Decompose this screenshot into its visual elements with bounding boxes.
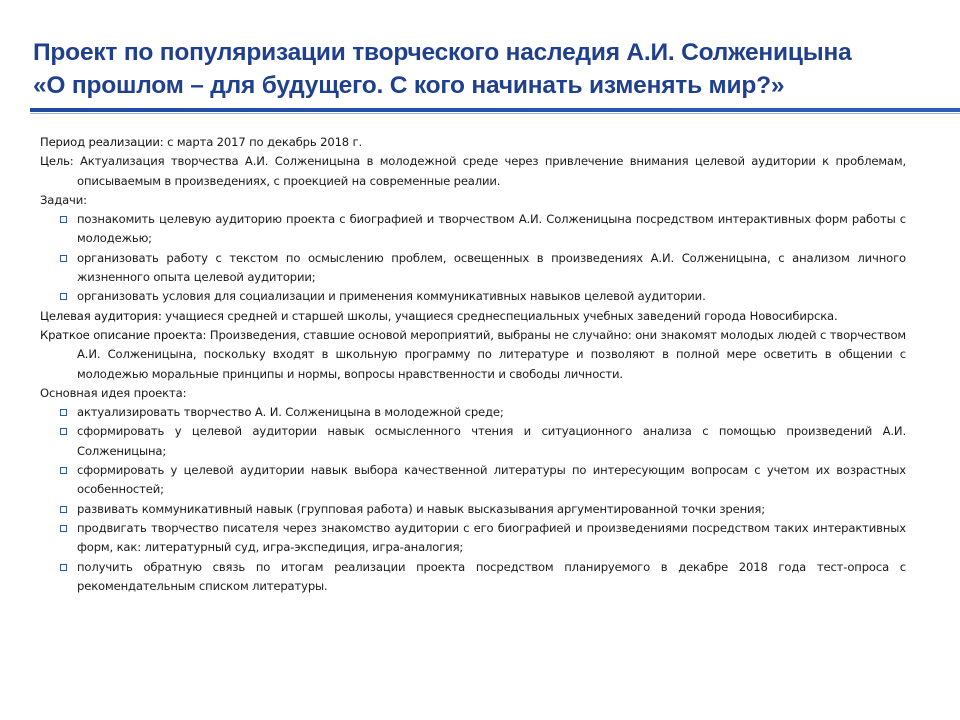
list-item [40, 403, 906, 422]
square-bullet-icon [60, 467, 67, 474]
task-text: организовать работу с текстом по осмыслению проблем, освещенных в произведениях А.И. Солженицына, с анализом личного жизненного опыта целевой аудитории; [77, 250, 906, 285]
list-item [40, 210, 906, 249]
slide-title-line-2: «О прошлом – для будущего. С кого начинать изменять мир?» [33, 72, 785, 99]
square-bullet-icon [60, 216, 67, 223]
idea-text: сформировать у целевой аудитории навык выбора качественной литературы по интересующим вопросам с учетом их возрастных особенностей; [77, 463, 906, 497]
audience-text: учащиеся средней и старшей школы, учащиеся среднеспециальных учебных заведений города Новосибирска. [161, 308, 838, 323]
slide-body [40, 133, 906, 596]
slide-title [33, 36, 943, 102]
description-label: Краткое описание проекта [40, 327, 203, 342]
list-item [40, 500, 906, 519]
square-bullet-icon [60, 525, 67, 532]
square-bullet-icon [60, 255, 67, 262]
goal-text: : Актуализация творчества А.И. Солженицына в молодежной среде через привлечение внимания целевой аудитории к проблемам, описываемым в произведениях, с проекцией на современные реалии. [69, 154, 906, 188]
task-text: познакомить целевую аудиторию проекта с биографией и творчеством А.И. Солженицына посредством интерактивных форм работы с молодежью; [77, 212, 906, 246]
slide-title-line-1: Проект по популяризации творческого наследия А.И. Солженицына [33, 39, 852, 66]
tasks-list [40, 210, 906, 306]
audience-label: Целевая аудитория: [40, 308, 162, 323]
square-bullet-icon [60, 409, 67, 416]
idea-text: развивать коммуникативный навык (групповая работа) и навык высказывания аргументированной точки зрения; [77, 501, 765, 516]
tasks-heading: Задачи: [40, 192, 87, 207]
period-paragraph [40, 133, 906, 152]
idea-text: актуализировать творчество А. И. Солженицына в молодежной среде; [77, 405, 504, 420]
idea-text: продвигать творчество писателя через знакомство аудитории с его биографией и произведениями посредством таких интерактивных форм, как: литературный суд, игра-экспедиция, игра-аналогия; [77, 520, 906, 555]
list-item [40, 249, 906, 288]
period-text: с марта 2017 по декабрь 2018 г. [163, 135, 363, 149]
list-item [40, 287, 906, 306]
description-text: : Произведения, ставшие основой мероприятий, выбраны не случайно: они знакомят молодых людей с творчеством А.И. Солженицына, поскольку входят в школьную программу по литературе и позволяют в полной мере осветить в общении с молодежью моральные принципы и нормы, вопросы нравственности и свободы личности. [77, 327, 906, 381]
square-bullet-icon [60, 506, 67, 513]
list-item [40, 422, 906, 461]
square-bullet-icon [60, 564, 67, 571]
period-label: Период реализации: [40, 135, 164, 149]
description-paragraph [40, 326, 906, 384]
audience-paragraph [40, 307, 906, 326]
idea-text: получить обратную связь по итогам реализации проекта посредством планируемого в декабре 2018 года тест-опроса с рекомендательным списком литературы. [77, 559, 906, 593]
list-item [40, 519, 906, 558]
main-idea-list [40, 403, 906, 596]
goal-paragraph [40, 152, 906, 191]
list-item [40, 558, 906, 597]
goal-label: Цель [40, 154, 70, 169]
idea-text: сформировать у целевой аудитории навык осмысленного чтения и ситуационного анализа с помощью произведений А.И. Солженицына; [77, 424, 906, 458]
title-divider-shadow [30, 113, 960, 114]
title-divider [30, 108, 960, 112]
task-text: организовать условия для социализации и применения коммуникативных навыков целевой аудитории. [77, 289, 706, 304]
square-bullet-icon [60, 428, 67, 435]
list-item [40, 461, 906, 500]
square-bullet-icon [60, 293, 67, 300]
main-idea-heading: Основная идея проекта: [40, 385, 187, 400]
